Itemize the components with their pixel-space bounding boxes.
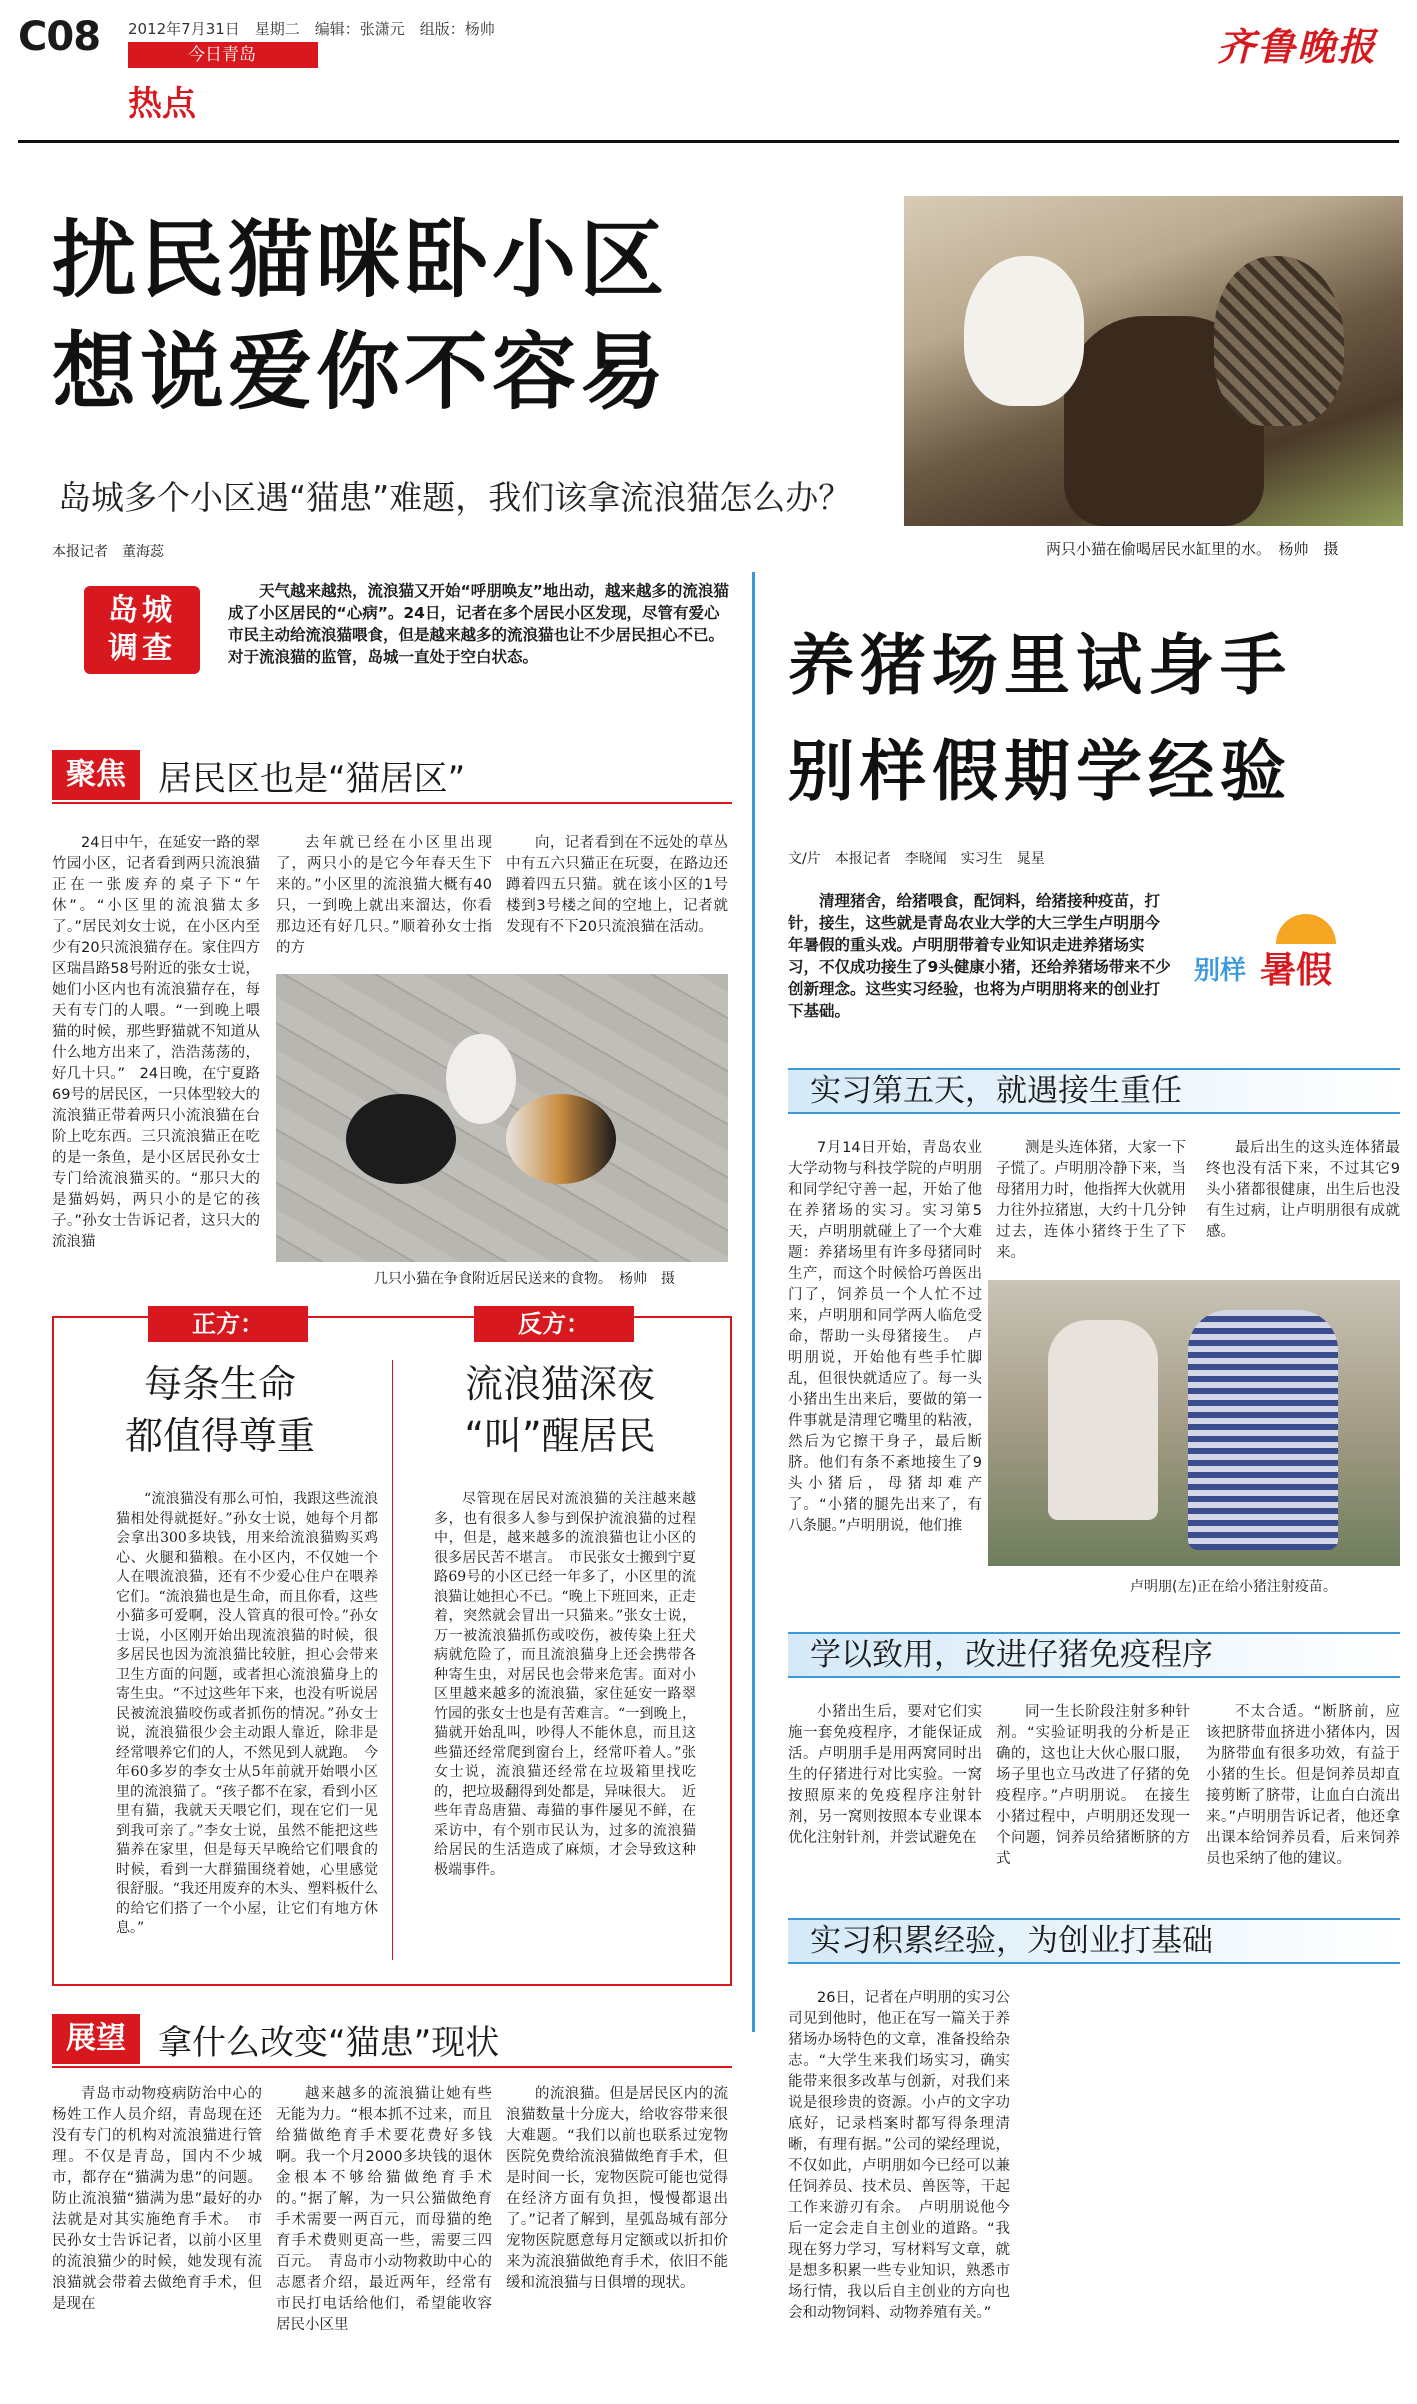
top-divider	[18, 140, 1399, 143]
cats-drinking-photo	[904, 196, 1403, 526]
right-byline: 文/片 本报记者 李晓闻 实习生 晁星	[788, 851, 1045, 867]
subhead-accumulate-experience: 实习积累经验，为创业打基础	[788, 1918, 1400, 1964]
pro-title-line-1: 每条生命	[143, 1362, 296, 1406]
island-survey-badge	[84, 586, 200, 674]
lead-headline-line-2: 想说爱你不容易	[52, 323, 669, 421]
summer-badge-line-1: 别样	[1194, 956, 1247, 986]
con-title-line-2: “叫”醒居民	[464, 1414, 656, 1458]
focus-tag: 聚焦	[52, 750, 140, 800]
debate-divider	[392, 1360, 393, 1960]
lead-subheadline: 岛城多个小区遇“猫患”难题，我们该拿流浪猫怎么办？	[58, 478, 852, 517]
pro-tag: 正方：	[148, 1306, 308, 1342]
newspaper-logo: 齐鲁晚报	[1216, 24, 1377, 69]
pro-body: “流浪猫没有那么可怕，我跟这些流浪猫相处得就挺好。”孙女士说，她每个月都会拿出300多块钱，用来给流浪猫购买鸡心、火腿和猫粮。在小区内，不仅她一个人在喂流浪猫，还有不少爱心住户在喂养它们。“流浪猫也是生命，而且你看，这些小猫多可爱啊，没人管真的很可怜。”孙女士说，小区刚开始出现流浪猫的时候，很多居民也因为流浪猫比较脏，担心会带来卫生方面的问题，或者担心流浪猫身上的寄生虫。“不过这些年下来，也没有听说居民被流浪猫咬伤或者抓伤的情况。”孙女士说，流浪猫很少会主动跟人靠近，除非是经常喂养它们的人，不然见到人就跑。 今年60多岁的李女士从5年前就开始喂小区里的流浪猫了。“孩子都不在家，看到小区里有猫，我就天天喂它们，现在它们一见到我可亲了。”李女士说，虽然不能把这些猫养在家里，但是每天早晚给它们喂食的时候，看到一大群猫围绕着她，心里感觉很舒服。“我还用废弃的木头、塑料板什么的给它们搭了一个小屋，让它们有地方休息。”	[116, 1491, 378, 1936]
focus-title: 居民区也是“猫居区”	[158, 758, 466, 799]
con-title	[400, 1358, 720, 1462]
badge-line-1: 岛城	[108, 593, 176, 628]
right-headline-line-1: 养猪场里试身手	[788, 627, 1292, 704]
focus-section-header	[52, 750, 465, 800]
subhead-internship-day-five: 实习第五天，就遇接生重任	[788, 1068, 1400, 1114]
section-title: 热点	[128, 84, 196, 124]
outlook-column-3: 的流浪猫。但是居民区内的流浪猫数量十分庞大，给收容带来很大难题。“我们以前也联系过宠物医院免费给流浪猫做绝育手术，但是时间一长，宠物医院可能也觉得在经济方面有负担，慢慢都退出了。”记者了解到，星弧岛城有部分宠物医院愿意每月定额或以折扣价来为流浪猫做绝育手术，依旧不能缓和流浪猫与日俱增的现状。	[506, 2086, 728, 2291]
right-headline-line-2: 别样假期学经验	[788, 733, 1292, 810]
lead-byline: 本报记者 董海蕊	[52, 544, 164, 560]
hero-photo-caption: 两只小猫在偷喝居民水缸里的水。 杨帅 摄	[1046, 540, 1339, 558]
cats-eating-photo	[276, 974, 728, 1262]
right-s2-column-3: 不太合适。“断脐前，应该把脐带血挤进小猪体内，因为脐带血有很多功效，有益于小猪的生长。但是饲养员却直接剪断了脐带，让血白白流出来。”卢明朋告诉记者，他还拿出课本给饲养员看，后来饲养员也采纳了他的建议。	[1206, 1704, 1400, 1867]
pro-title	[60, 1358, 380, 1462]
outlook-column-2: 越来越多的流浪猫让她有些无能为力。“根本抓不过来，而且给猫做绝育手术要花费好多钱啊。我一个月2000多块钱的退休金根本不够给猫做绝育手术的。”据了解，为一只公猫做绝育手术需要一两百元，而母猫的绝育手术费则更高一些，需要三四百元。 青岛市小动物救助中心的志愿者介绍，最近两年，经常有市民打电话给他们，希望能收容居民小区里	[276, 2086, 492, 2333]
focus-column-2: 去年就已经在小区里出现了，两只小的是它今年春天生下来的。”小区里的流浪猫大概有40只，一到晚上就出来溜达，你看那边还有好几只。”顺着孙女士指的方	[276, 835, 492, 956]
right-s2-column-1: 小猪出生后，要对它们实施一套免疫程序，才能保证成活。卢明朋手是用两窝同时出生的仔猪进行对比实验。一窝按照原来的免疫程序注射针剂，另一窝则按照本专业课本优化注射针剂，并尝试避免在	[788, 1704, 982, 1846]
pro-title-line-2: 都值得尊重	[124, 1414, 315, 1458]
column-divider	[752, 572, 755, 2032]
piglet-vaccination-photo	[988, 1280, 1400, 1566]
con-tag: 反方：	[474, 1306, 634, 1342]
summer-badge	[1180, 910, 1378, 1006]
lead-headline-line-1: 扰民猫咪卧小区	[52, 211, 669, 309]
section-bar: 今日青岛	[128, 42, 318, 68]
outlook-title: 拿什么改变“猫患”现状	[158, 2022, 500, 2063]
subhead-apply-learning: 学以致用，改进仔猪免疫程序	[788, 1632, 1400, 1678]
sun-icon	[1276, 914, 1336, 944]
right-s1-column-3: 最后出生的这头连体猪最终也没有活下来，不过其它9头小猪都很健康，出生后也没有生过病，让卢明朋很有成就感。	[1206, 1140, 1400, 1240]
lead-intro: 天气越来越热，流浪猫又开始“呼朋唤友”地出动，越来越多的流浪猫成了小区居民的“心病”。24日，记者在多个居民小区发现，尽管有爱心市民主动给流浪猫喂食，但是越来越多的流浪猫也让不少居民担心不已。对于流浪猫的监管，岛城一直处于空白状态。	[228, 582, 729, 666]
focus-column-3: 向，记者看到在不远处的草丛中有五六只猫正在玩耍，在路边还蹲着四五只猫。就在该小区的1号楼到3号楼之间的空地上，记者就发现有不下20只流浪猫在活动。	[506, 835, 728, 935]
right-s1-column-1: 7月14日开始，青岛农业大学动物与科技学院的卢明朋和同学纪守善一起，开始了他在养猪场的实习。实习第5天，卢明朋就碰上了一个大难题：养猪场里有许多母猪同时生产，而这个时候恰巧兽医出门了，饲养员一个人忙不过来，卢明朋和同学两人临危受命，帮助一头母猪接生。 卢明朋说，开始他有些手忙脚乱，但很快就适应了。每一头小猪出生出来后，要做的第一件事就是清理它嘴里的粘液，然后为它擦干身子，最后断脐。他们有条不紊地接生了9头小猪后，母猪却难产了。“小猪的腿先出来了，有八条腿。”卢明朋说，他们推	[788, 1140, 982, 1534]
right-intro: 清理猪舍，给猪喂食，配饲料，给猪接种疫苗，打针，接生，这些就是青岛农业大学的大三学生卢明朋今年暑假的重头戏。卢明朋带着专业知识走进养猪场实习，不仅成功接生了9头健康小猪，还给养猪场带来不少创新理念。这些实习经验，也将为卢明朋将来的创业打下基础。	[788, 892, 1171, 1020]
con-title-line-1: 流浪猫深夜	[464, 1362, 655, 1406]
right-s3-column-1: 26日，记者在卢明朋的实习公司见到他时，他正在写一篇关于养猪场办场特色的文章，准备投给杂志。“大学生来我们场实习，确实能带来很多改革与创新，对我们来说是很珍贵的资源。小卢的文字功底好，记录档案时都写得条理清晰，有理有据。”公司的梁经理说，不仅如此，卢明朋如今已经可以兼任饲养员、技术员、兽医等，干起工作来游刃有余。 卢明朋说他今后一定会走自主创业的道路。“我现在努力学习，写材料写文章，就是想多积累一些专业知识，熟悉市场行情，我以后自主创业的方向也会和动物饲料、动物养殖有关。”	[788, 1990, 1010, 2321]
page-number: C08	[18, 14, 101, 60]
con-body: 尽管现在居民对流浪猫的关注越来越多，也有很多人参与到保护流浪猫的过程中，但是，越来越多的流浪猫也让小区的很多居民苦不堪言。 市民张女士搬到宁夏路69号的小区已经一年多了，小区里的流浪猫让她担心不已。“晚上下班回来，正走着，突然就会冒出一只猫来。”张女士说，万一被流浪猫抓伤或咬伤，被传染上狂犬病就危险了，而且流浪猫身上还会携带各种寄生虫，对居民也会带来危害。面对小区里越来越多的流浪猫，家住延安一路翠竹园的张女士也是有苦难言。“一到晚上，猫就开始乱叫，吵得人不能休息，而且这些猫还经常爬到窗台上，经常吓着人。”张女士说，流浪猫还经常在垃圾箱里找吃的，把垃圾翻得到处都是，异味很大。 近些年青岛唐猫、毒猫的事件屡见不鲜，在采访中，有个别市民认为，过多的流浪猫给居民的生活造成了麻烦，才会导致这种极端事件。	[434, 1491, 696, 1878]
badge-line-2: 调查	[108, 631, 176, 666]
summer-badge-line-2: 暑假	[1260, 950, 1333, 991]
focus-rule	[52, 802, 732, 804]
outlook-section-header	[52, 2014, 499, 2064]
piglet-photo-caption: 卢明朋(左)正在给小猪注射疫苗。	[1130, 1579, 1337, 1595]
right-s1-column-2: 测是头连体猪，大家一下子慌了。卢明朋冷静下来，当母猪用力时，他指挥大伙就用力往外拉猪崽，大约十几分钟过去，连体小猪终于生了下来。	[996, 1140, 1186, 1261]
outlook-column-1: 青岛市动物疫病防治中心的杨姓工作人员介绍，青岛现在还没有专门的机构对流浪猫进行管理。不仅是青岛，国内不少城市，都存在“猫满为患”的问题。防止流浪猫“猫满为患”最好的办法就是对其实施绝育手术。 市民孙女士告诉记者，以前小区里的流浪猫少的时候，她发现有流浪猫就会带着去做绝育手术，但是现在	[52, 2086, 262, 2312]
focus-column-1: 24日中午，在延安一路的翠竹园小区，记者看到两只流浪猫正在一张废弃的桌子下“午休”。“小区里的流浪猫太多了。”居民刘女士说，在小区内至少有20只流浪猫存在。家住四方区瑞昌路58号附近的张女士说，她们小区内也有流浪猫存在，每天有专门的人喂。“一到晚上喂猫的时候，那些野猫就不知道从什么地方出来了，浩浩荡荡的，好几十只。” 24日晚，在宁夏路69号的居民区，一只体型较大的流浪猫正带着两只小流浪猫在台阶上吃东西。三只流浪猫正在吃的是一条鱼，是小区居民孙女士专门给流浪猫买的。“那只大的是猫妈妈，两只小的是它的孩子。”孙女士告诉记者，这只大的流浪猫	[52, 835, 260, 1250]
outlook-tag: 展望	[52, 2014, 140, 2064]
outlook-rule	[52, 2066, 732, 2068]
right-s2-column-2: 同一生长阶段注射多种针剂。“实验证明我的分析是正确的，这也让大伙心服口服，场子里也立马改进了仔猪的免疫程序。”卢明朋说。 在接生小猪过程中，卢明朋还发现一个问题，饲养员给猪断脐的方式	[996, 1704, 1190, 1867]
cats-eating-caption: 几只小猫在争食附近居民送来的食物。 杨帅 摄	[374, 1271, 675, 1287]
issue-meta: 2012年7月31日 星期二 编辑：张潇元 组版：杨帅	[128, 20, 495, 38]
